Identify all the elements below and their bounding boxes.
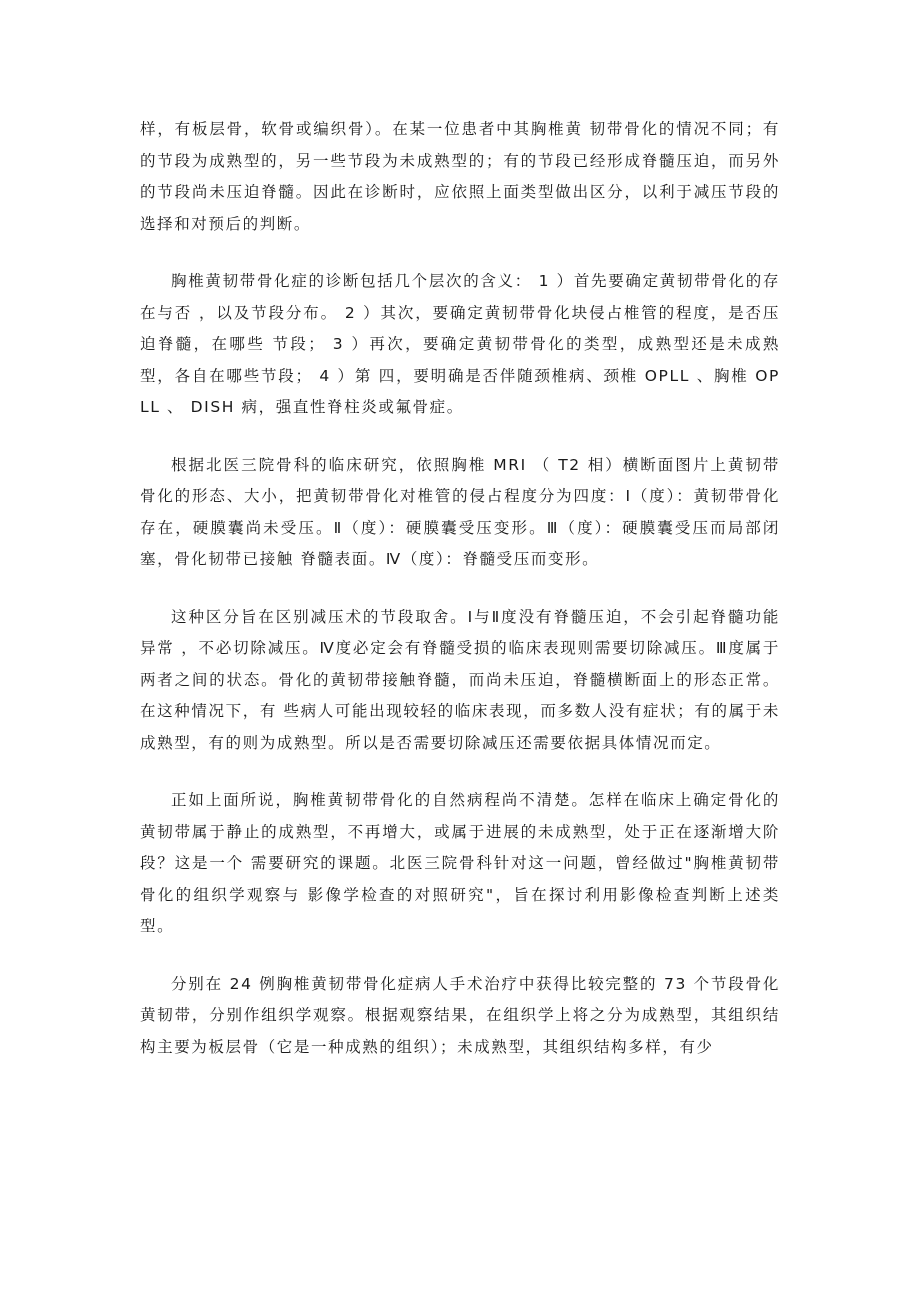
- paragraph-histology-study: 分别在 24 例胸椎黄韧带骨化症病人手术治疗中获得比较完整的 73 个节段骨化黄韧带，分别作组织学观察。根据观察结果，在组织学上将之分为成熟型，其组织结构主要为板层骨（它是一种成熟的组织）；未成熟型，其组织结构多样，有少: [140, 974, 780, 1056]
- document-body: [140, 114, 780, 1089]
- paragraph-diagnosis-levels: 胸椎黄韧带骨化症的诊断包括几个层次的含义： 1 ）首先要确定黄韧带骨化的存在与否 ，以及节段分布。 2 ）其次，要确定黄韧带骨化块侵占椎管的程度，是否压迫脊髓，在哪些 节段； 3 ）再次，要确定黄韧带骨化的类型，成熟型还是未成熟型，各自在哪些节段； 4 ）第 四，要明确是否伴随颈椎病、颈椎 OPLL 、胸椎 OPLL 、 DISH 病，强直性脊柱炎或氟骨症。: [140, 272, 780, 416]
- paragraph-continuation: 样，有板层骨，软骨或编织骨）。在某一位患者中其胸椎黄 韧带骨化的情况不同；有的节段为成熟型的，另一些节段为未成熟型的；有的节段已经形成脊髓压迫，而另外的节段尚未压迫脊髓。因此在诊断时，应依照上面类型做出区分，以利于减压节段的选择和对预后的判断。: [140, 120, 780, 233]
- paragraph-decompression-selection: 这种区分旨在区别减压术的节段取舍。Ⅰ与Ⅱ度没有脊髓压迫，不会引起脊髓功能异常 ，不必切除减压。Ⅳ度必定会有脊髓受损的临床表现则需要切除减压。Ⅲ度属于两者之间的状态。骨化的黄韧带接触脊髓，而尚未压迫，脊髓横断面上的形态正常。在这种情况下，有 些病人可能出现较轻的临床表现，而多数人没有症状；有的属于未成熟型，有的则为成熟型。所以是否需要切除减压还需要依据具体情况而定。: [140, 607, 780, 752]
- paragraph-natural-course: 正如上面所说，胸椎黄韧带骨化的自然病程尚不清楚。怎样在临床上确定骨化的黄韧带属于静止的成熟型，不再增大，或属于进展的未成熟型，处于正在逐渐增大阶段？这是一个 需要研究的课题。北医三院骨科针对这一问题，曾经做过"胸椎黄韧带骨化的组织学观察与 影像学检查的对照研究"，旨在探讨利用影像检查判断上述类型。: [140, 791, 780, 935]
- paragraph-mri-grading: 根据北医三院骨科的临床研究，依照胸椎 MRI （ T2 相）横断面图片上黄韧带骨化的形态、大小，把黄韧带骨化对椎管的侵占程度分为四度：Ⅰ（度）：黄韧带骨化存在，硬膜囊尚未受压。Ⅱ（度）：硬膜囊受压变形。Ⅲ（度）：硬膜囊受压而局部闭塞，骨化韧带已接触 脊髓表面。Ⅳ（度）：脊髓受压而变形。: [140, 455, 780, 568]
